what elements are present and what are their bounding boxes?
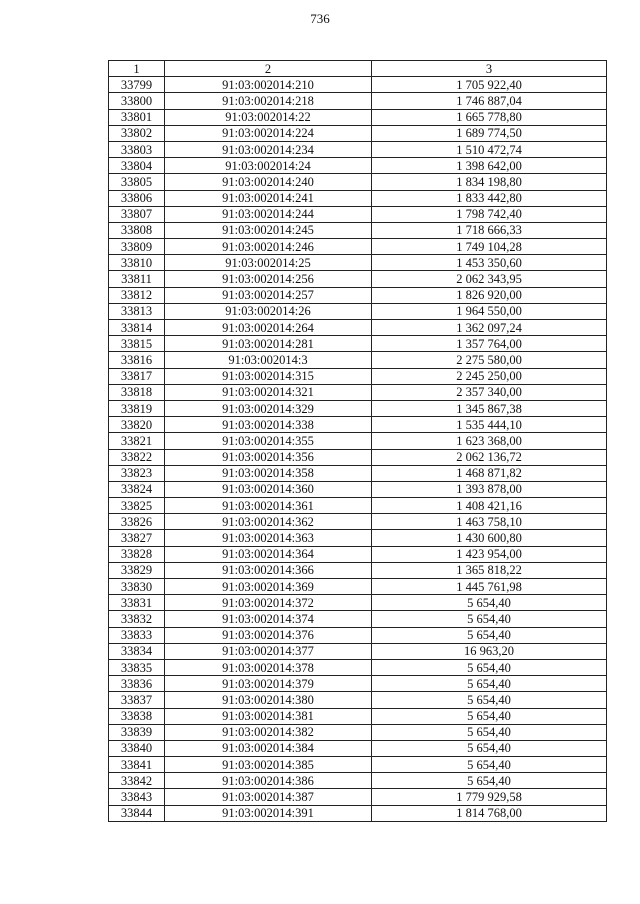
cadastral-number-cell: 91:03:002014:377 <box>165 643 372 659</box>
cadastral-number-cell: 91:03:002014:338 <box>165 417 372 433</box>
value-cell: 1 798 742,40 <box>372 206 607 222</box>
row-number-cell: 33814 <box>109 320 165 336</box>
table-row <box>109 368 607 384</box>
value-cell: 1 453 350,60 <box>372 255 607 271</box>
value-cell: 5 654,40 <box>372 676 607 692</box>
cadastral-number-cell: 91:03:002014:315 <box>165 368 372 384</box>
table-row <box>109 579 607 595</box>
row-number-cell: 33816 <box>109 352 165 368</box>
cadastral-number-cell: 91:03:002014:24 <box>165 158 372 174</box>
table-row <box>109 206 607 222</box>
row-number-cell: 33838 <box>109 708 165 724</box>
table-row <box>109 222 607 238</box>
column-header-1: 1 <box>109 61 165 77</box>
table-row <box>109 158 607 174</box>
value-cell: 1 463 758,10 <box>372 514 607 530</box>
cadastral-table <box>108 60 607 822</box>
value-cell: 1 423 954,00 <box>372 546 607 562</box>
row-number-cell: 33844 <box>109 805 165 821</box>
cadastral-number-cell: 91:03:002014:369 <box>165 579 372 595</box>
value-cell: 5 654,40 <box>372 659 607 675</box>
table-body <box>109 77 607 822</box>
row-number-cell: 33807 <box>109 206 165 222</box>
row-number-cell: 33800 <box>109 93 165 109</box>
cadastral-number-cell: 91:03:002014:26 <box>165 303 372 319</box>
value-cell: 1 814 768,00 <box>372 805 607 821</box>
cadastral-number-cell: 91:03:002014:384 <box>165 740 372 756</box>
cadastral-number-cell: 91:03:002014:245 <box>165 222 372 238</box>
cadastral-number-cell: 91:03:002014:224 <box>165 125 372 141</box>
value-cell: 5 654,40 <box>372 740 607 756</box>
cadastral-number-cell: 91:03:002014:241 <box>165 190 372 206</box>
row-number-cell: 33830 <box>109 579 165 595</box>
cadastral-number-cell: 91:03:002014:22 <box>165 109 372 125</box>
value-cell: 5 654,40 <box>372 724 607 740</box>
row-number-cell: 33824 <box>109 481 165 497</box>
cadastral-number-cell: 91:03:002014:25 <box>165 255 372 271</box>
table-row <box>109 724 607 740</box>
table-row <box>109 595 607 611</box>
table-row <box>109 740 607 756</box>
row-number-cell: 33815 <box>109 336 165 352</box>
value-cell: 1 834 198,80 <box>372 174 607 190</box>
row-number-cell: 33836 <box>109 676 165 692</box>
row-number-cell: 33817 <box>109 368 165 384</box>
table-row <box>109 659 607 675</box>
value-cell: 2 275 580,00 <box>372 352 607 368</box>
cadastral-number-cell: 91:03:002014:386 <box>165 773 372 789</box>
cadastral-number-cell: 91:03:002014:385 <box>165 757 372 773</box>
row-number-cell: 33802 <box>109 125 165 141</box>
cadastral-number-cell: 91:03:002014:358 <box>165 465 372 481</box>
table-row <box>109 352 607 368</box>
table-row <box>109 773 607 789</box>
value-cell: 1 833 442,80 <box>372 190 607 206</box>
value-cell: 5 654,40 <box>372 708 607 724</box>
row-number-cell: 33842 <box>109 773 165 789</box>
cadastral-number-cell: 91:03:002014:3 <box>165 352 372 368</box>
row-number-cell: 33823 <box>109 465 165 481</box>
table-row <box>109 174 607 190</box>
value-cell: 5 654,40 <box>372 757 607 773</box>
table-row <box>109 417 607 433</box>
row-number-cell: 33841 <box>109 757 165 773</box>
value-cell: 1 623 368,00 <box>372 433 607 449</box>
row-number-cell: 33809 <box>109 239 165 255</box>
value-cell: 5 654,40 <box>372 773 607 789</box>
value-cell: 1 510 472,74 <box>372 141 607 157</box>
row-number-cell: 33833 <box>109 627 165 643</box>
table-row <box>109 93 607 109</box>
cadastral-number-cell: 91:03:002014:382 <box>165 724 372 740</box>
cadastral-number-cell: 91:03:002014:257 <box>165 287 372 303</box>
row-number-cell: 33837 <box>109 692 165 708</box>
row-number-cell: 33834 <box>109 643 165 659</box>
table-row <box>109 481 607 497</box>
table-header-row <box>109 61 607 77</box>
value-cell: 1 468 871,82 <box>372 465 607 481</box>
row-number-cell: 33805 <box>109 174 165 190</box>
value-cell: 1 964 550,00 <box>372 303 607 319</box>
cadastral-number-cell: 91:03:002014:391 <box>165 805 372 821</box>
table-row <box>109 271 607 287</box>
value-cell: 5 654,40 <box>372 692 607 708</box>
table-row <box>109 77 607 93</box>
value-cell: 1 362 097,24 <box>372 320 607 336</box>
value-cell: 1 357 764,00 <box>372 336 607 352</box>
cadastral-number-cell: 91:03:002014:363 <box>165 530 372 546</box>
table-row <box>109 789 607 805</box>
cadastral-number-cell: 91:03:002014:387 <box>165 789 372 805</box>
value-cell: 1 408 421,16 <box>372 498 607 514</box>
cadastral-number-cell: 91:03:002014:246 <box>165 239 372 255</box>
table-row <box>109 562 607 578</box>
cadastral-number-cell: 91:03:002014:360 <box>165 481 372 497</box>
table-row <box>109 611 607 627</box>
table-row <box>109 336 607 352</box>
cadastral-number-cell: 91:03:002014:355 <box>165 433 372 449</box>
row-number-cell: 33806 <box>109 190 165 206</box>
row-number-cell: 33811 <box>109 271 165 287</box>
value-cell: 5 654,40 <box>372 611 607 627</box>
cadastral-number-cell: 91:03:002014:234 <box>165 141 372 157</box>
table-row <box>109 708 607 724</box>
page-number: 736 <box>310 11 330 26</box>
value-cell: 1 535 444,10 <box>372 417 607 433</box>
table-row <box>109 627 607 643</box>
value-cell: 1 705 922,40 <box>372 77 607 93</box>
row-number-cell: 33813 <box>109 303 165 319</box>
row-number-cell: 33801 <box>109 109 165 125</box>
table-row <box>109 546 607 562</box>
row-number-cell: 33826 <box>109 514 165 530</box>
cadastral-number-cell: 91:03:002014:362 <box>165 514 372 530</box>
table-row <box>109 498 607 514</box>
cadastral-number-cell: 91:03:002014:364 <box>165 546 372 562</box>
table-row <box>109 125 607 141</box>
value-cell: 1 445 761,98 <box>372 579 607 595</box>
row-number-cell: 33843 <box>109 789 165 805</box>
cadastral-number-cell: 91:03:002014:374 <box>165 611 372 627</box>
row-number-cell: 33820 <box>109 417 165 433</box>
cadastral-number-cell: 91:03:002014:379 <box>165 676 372 692</box>
row-number-cell: 33819 <box>109 400 165 416</box>
table-row <box>109 643 607 659</box>
cadastral-number-cell: 91:03:002014:380 <box>165 692 372 708</box>
table-row <box>109 190 607 206</box>
cadastral-number-cell: 91:03:002014:256 <box>165 271 372 287</box>
row-number-cell: 33818 <box>109 384 165 400</box>
value-cell: 1 345 867,38 <box>372 400 607 416</box>
table-row <box>109 433 607 449</box>
value-cell: 1 718 666,33 <box>372 222 607 238</box>
cadastral-number-cell: 91:03:002014:361 <box>165 498 372 514</box>
table-row <box>109 287 607 303</box>
row-number-cell: 33835 <box>109 659 165 675</box>
value-cell: 1 749 104,28 <box>372 239 607 255</box>
table-row <box>109 384 607 400</box>
cadastral-number-cell: 91:03:002014:378 <box>165 659 372 675</box>
table-row <box>109 757 607 773</box>
value-cell: 1 746 887,04 <box>372 93 607 109</box>
cadastral-number-cell: 91:03:002014:264 <box>165 320 372 336</box>
row-number-cell: 33839 <box>109 724 165 740</box>
value-cell: 1 826 920,00 <box>372 287 607 303</box>
table-row <box>109 400 607 416</box>
table-row <box>109 805 607 821</box>
table-row <box>109 303 607 319</box>
column-header-2: 2 <box>165 61 372 77</box>
row-number-cell: 33821 <box>109 433 165 449</box>
cadastral-number-cell: 91:03:002014:381 <box>165 708 372 724</box>
value-cell: 16 963,20 <box>372 643 607 659</box>
table-row <box>109 449 607 465</box>
row-number-cell: 33810 <box>109 255 165 271</box>
row-number-cell: 33829 <box>109 562 165 578</box>
cadastral-number-cell: 91:03:002014:356 <box>165 449 372 465</box>
value-cell: 1 779 929,58 <box>372 789 607 805</box>
table-row <box>109 676 607 692</box>
row-number-cell: 33822 <box>109 449 165 465</box>
row-number-cell: 33799 <box>109 77 165 93</box>
table-row <box>109 255 607 271</box>
value-cell: 1 365 818,22 <box>372 562 607 578</box>
cadastral-number-cell: 91:03:002014:321 <box>165 384 372 400</box>
cadastral-number-cell: 91:03:002014:376 <box>165 627 372 643</box>
value-cell: 1 393 878,00 <box>372 481 607 497</box>
cadastral-number-cell: 91:03:002014:329 <box>165 400 372 416</box>
value-cell: 1 430 600,80 <box>372 530 607 546</box>
table-row <box>109 465 607 481</box>
row-number-cell: 33840 <box>109 740 165 756</box>
table-row <box>109 692 607 708</box>
row-number-cell: 33827 <box>109 530 165 546</box>
value-cell: 2 357 340,00 <box>372 384 607 400</box>
table-row <box>109 514 607 530</box>
row-number-cell: 33832 <box>109 611 165 627</box>
value-cell: 5 654,40 <box>372 595 607 611</box>
value-cell: 1 689 774,50 <box>372 125 607 141</box>
value-cell: 2 062 343,95 <box>372 271 607 287</box>
table-row <box>109 109 607 125</box>
row-number-cell: 33812 <box>109 287 165 303</box>
row-number-cell: 33808 <box>109 222 165 238</box>
cadastral-number-cell: 91:03:002014:218 <box>165 93 372 109</box>
row-number-cell: 33831 <box>109 595 165 611</box>
column-header-3: 3 <box>372 61 607 77</box>
cadastral-number-cell: 91:03:002014:210 <box>165 77 372 93</box>
cadastral-table-container <box>108 60 607 822</box>
value-cell: 1 398 642,00 <box>372 158 607 174</box>
value-cell: 2 245 250,00 <box>372 368 607 384</box>
table-header <box>109 61 607 77</box>
table-row <box>109 320 607 336</box>
value-cell: 1 665 778,80 <box>372 109 607 125</box>
table-row <box>109 530 607 546</box>
table-row <box>109 239 607 255</box>
row-number-cell: 33825 <box>109 498 165 514</box>
value-cell: 5 654,40 <box>372 627 607 643</box>
cadastral-number-cell: 91:03:002014:372 <box>165 595 372 611</box>
table-row <box>109 141 607 157</box>
row-number-cell: 33828 <box>109 546 165 562</box>
cadastral-number-cell: 91:03:002014:244 <box>165 206 372 222</box>
cadastral-number-cell: 91:03:002014:281 <box>165 336 372 352</box>
cadastral-number-cell: 91:03:002014:240 <box>165 174 372 190</box>
row-number-cell: 33804 <box>109 158 165 174</box>
cadastral-number-cell: 91:03:002014:366 <box>165 562 372 578</box>
value-cell: 2 062 136,72 <box>372 449 607 465</box>
row-number-cell: 33803 <box>109 141 165 157</box>
